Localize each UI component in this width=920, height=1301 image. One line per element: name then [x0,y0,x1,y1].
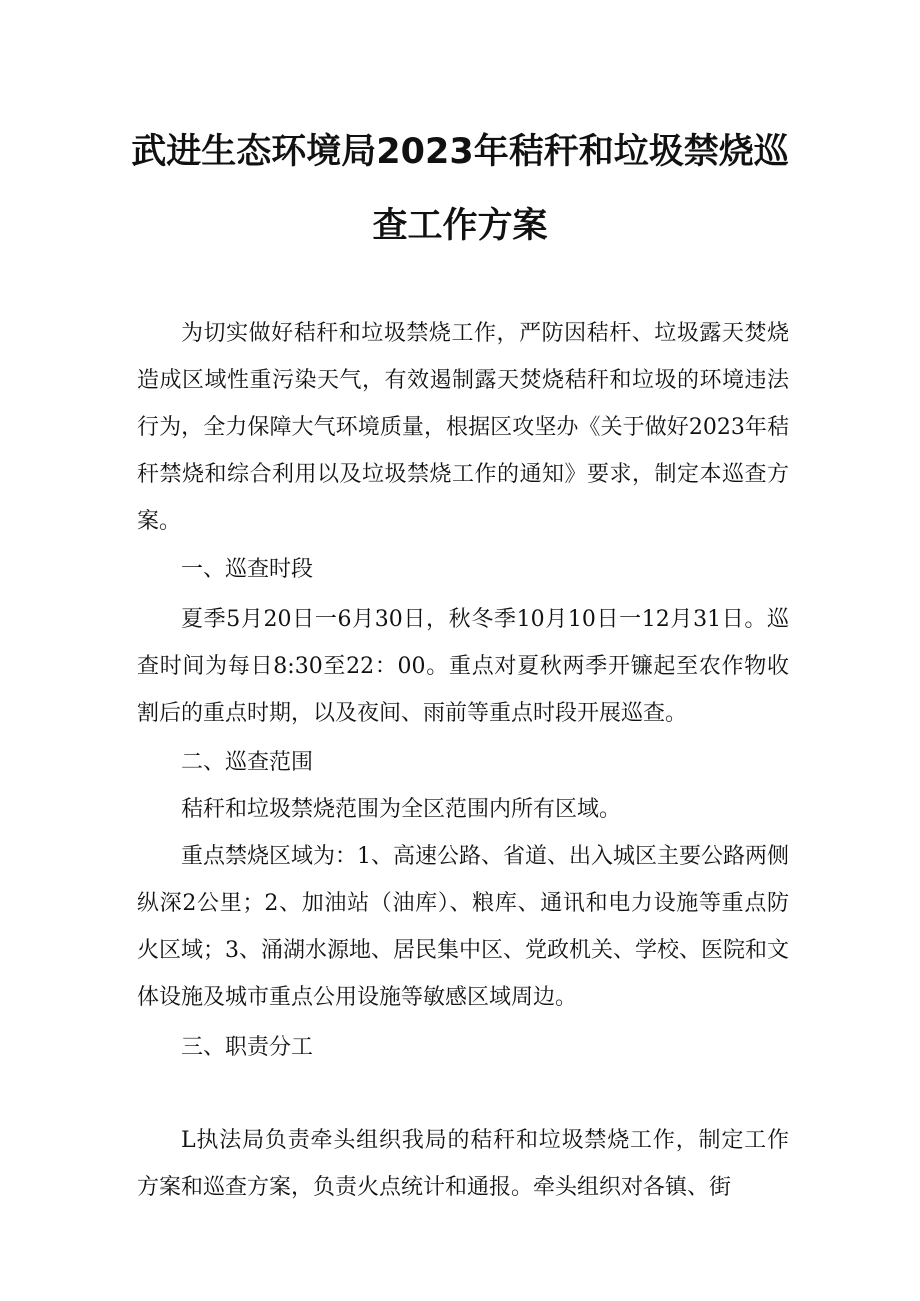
intro-text: 为切实做好秸秆和垃圾禁烧工作，严防因秸杆、垃圾露天焚烧造成区域性重污染天气，有效遏制露天焚烧秸秆和垃圾的环境违法行为，全力保障大气环境质量，根据区攻坚办《关于做好2023年秸秆禁烧和综合利用以及垃圾禁烧工作的通知》要求，制定本巡查方案。 [137,321,789,534]
section-2-heading-block [137,739,789,786]
section-2-paragraph-2 [137,833,789,1021]
section-3-heading-block [137,1024,789,1071]
section-3-text: L执法局负责牵头组织我局的秸秆和垃圾禁烧工作，制定工作方案和巡查方案，负责火点统计和通报。牵头组织对各镇、街 [137,1128,789,1200]
section-1-text: 夏季5月20日一6月30日，秋冬季10月10日一12月31日。巡查时间为每日8:30至22：00。重点对夏秋两季开镰起至农作物收割后的重点时期，以及夜间、雨前等重点时段开展巡查。 [137,607,789,726]
section-3-heading: 三、职责分工 [181,1035,314,1060]
section-2-heading: 二、巡查范围 [181,750,314,775]
section-1-paragraph [137,596,789,737]
section-3-paragraph [137,1117,789,1211]
document-title-line-1: 武进生态环境局2023年秸秆和垃圾禁烧巡 [131,132,789,172]
intro-paragraph [137,310,789,545]
section-2-text-1: 秸秆和垃圾禁烧范围为全区范围内所有区域。 [181,797,622,822]
document-title-line-2: 查工作方案 [372,206,548,246]
section-2-text-2: 重点禁烧区域为：1、高速公路、省道、出入城区主要公路两侧纵深2公里；2、加油站（油库）、粮库、通讯和电力设施等重点防火区域；3、涌湖水源地、居民集中区、党政机关、学校、医院和文体设施及城市重点公用设施等敏感区域周边。 [137,844,789,1010]
section-1-heading-block [137,546,789,593]
section-1-heading: 一、巡查时段 [181,557,314,582]
section-2-paragraph-1 [137,786,789,833]
